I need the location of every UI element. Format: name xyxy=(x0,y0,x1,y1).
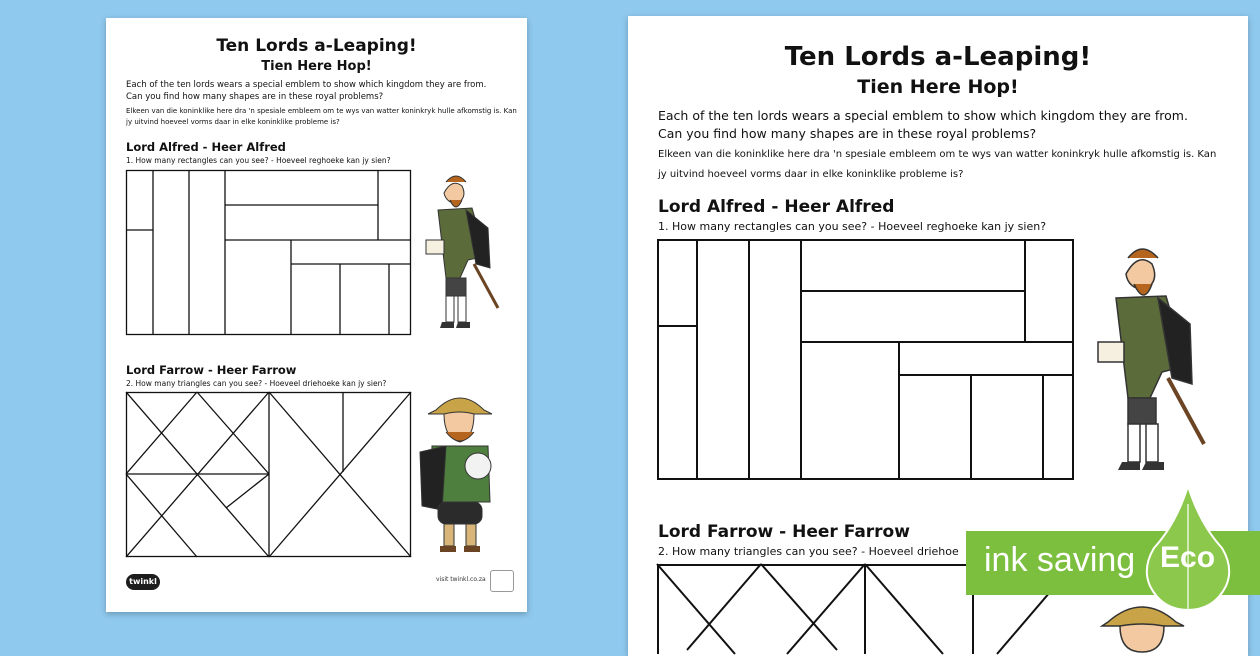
rectangles-puzzle-zoomed xyxy=(657,239,1075,481)
rectangles-puzzle xyxy=(126,170,412,336)
intro-line-2: Can you find how many shapes are in these royal problems? xyxy=(126,92,384,102)
lord-farrow-illustration xyxy=(412,390,508,558)
section-1-question: 1. How many rectangles can you see? - Hoeveel reghoeke kan jy sien? xyxy=(126,156,391,165)
section-1-heading: Lord Alfred - Heer Alfred xyxy=(126,140,286,154)
worksheet-title-zoomed: Ten Lords a-Leaping! xyxy=(784,42,1092,72)
section-1-question-zoomed: 1. How many rectangles can you see? - Hoeveel reghoeke kan jy sien? xyxy=(658,220,1047,233)
footer-badge-icon xyxy=(490,570,514,592)
section-2-question: 2. How many triangles can you see? - Hoeveel driehoeke kan jy sien? xyxy=(126,379,387,388)
afrikaans-line-2: jy uitvind hoeveel vorms daar in elke koninklike probleme is? xyxy=(126,118,340,126)
worksheet-subtitle: Tien Here Hop! xyxy=(261,59,372,74)
intro-line-1-zoomed: Each of the ten lords wears a special emblem to show which kingdom they are from. xyxy=(658,108,1188,123)
worksheet-subtitle-zoomed: Tien Here Hop! xyxy=(857,76,1019,98)
lord-alfred-illustration-zoomed xyxy=(1086,238,1214,482)
section-2-heading: Lord Farrow - Heer Farrow xyxy=(126,363,297,377)
eco-label: Eco xyxy=(1160,541,1216,574)
footer-url: visit twinkl.co.za xyxy=(436,576,486,583)
intro-line-1: Each of the ten lords wears a special emblem to show which kingdom they are from. xyxy=(126,80,487,90)
triangles-puzzle xyxy=(126,392,412,558)
twinkl-logo: twinkl xyxy=(126,574,160,590)
section-1-heading-zoomed: Lord Alfred - Heer Alfred xyxy=(658,197,895,217)
intro-line-2-zoomed: Can you find how many shapes are in these royal problems? xyxy=(658,126,1037,141)
ink-saving-label: ink saving xyxy=(984,541,1136,579)
worksheet-thumbnail xyxy=(106,18,527,612)
afrikaans-line-1-zoomed: Elkeen van die koninklike here dra 'n spesiale embleem om te wys van watter koninkryk hulle afkomstig is. Kan xyxy=(658,149,1217,160)
lord-alfred-illustration xyxy=(416,168,506,336)
afrikaans-line-1: Elkeen van die koninklike here dra 'n spesiale embleem om te wys van watter koninkryk hulle afkomstig is. Kan xyxy=(126,107,517,115)
section-2-heading-zoomed: Lord Farrow - Heer Farrow xyxy=(658,522,910,542)
section-2-question-zoomed: 2. How many triangles can you see? - Hoeveel driehoe xyxy=(658,545,959,558)
afrikaans-line-2-zoomed: jy uitvind hoeveel vorms daar in elke koninklike probleme is? xyxy=(658,169,964,180)
worksheet-title: Ten Lords a-Leaping! xyxy=(216,36,417,56)
